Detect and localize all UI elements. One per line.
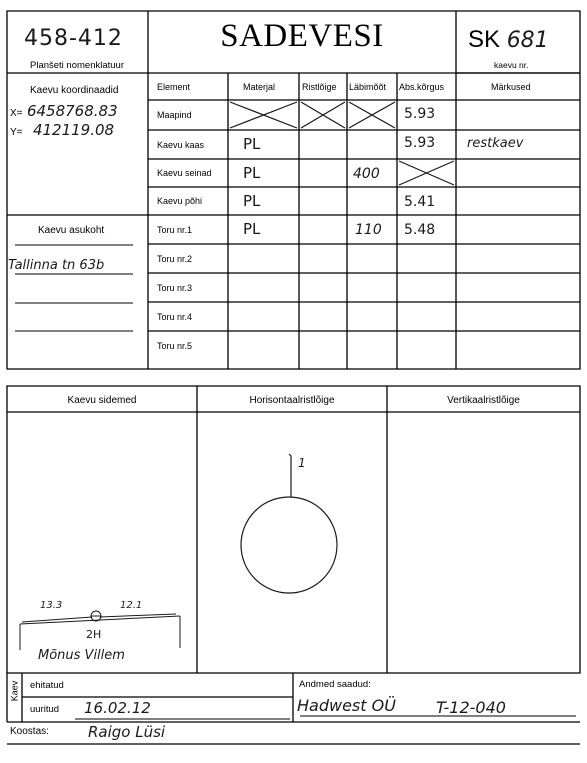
well-circle <box>241 497 337 593</box>
location-title: Kaevu asukoht <box>38 225 105 236</box>
section-ties-title: Kaevu sidemed <box>67 395 137 406</box>
surveyed-label: uuritud <box>30 704 60 715</box>
nomenclature-value: 458-412 <box>24 26 123 51</box>
row-abs-height: 5.41 <box>404 194 436 210</box>
row-diameter: 400 <box>353 166 380 182</box>
side-label-well: Kaev <box>9 680 20 702</box>
coord-x-value: 6458768.83 <box>26 102 118 120</box>
well-number: 681 <box>506 28 549 53</box>
pipe-line <box>289 454 291 497</box>
page-title: SADEVESI <box>220 18 384 54</box>
row-element: Toru nr.4 <box>157 312 193 322</box>
house-number: 2H <box>86 628 102 641</box>
row-material: PL <box>243 135 261 153</box>
data-from-label: Andmed saadud: <box>299 679 371 690</box>
th-element: Element <box>157 82 191 92</box>
coord-x <box>10 102 118 121</box>
compiled-value: Raigo Lüsi <box>88 723 166 741</box>
th-abs-height: Abs.kõrgus <box>399 82 445 92</box>
th-diameter: Läbimõõt <box>349 82 387 92</box>
row-abs-height: 5.93 <box>404 106 436 122</box>
row-notes: restkaev <box>467 136 524 151</box>
well-label: kaevu nr. <box>494 60 529 70</box>
location-value: Tallinna tn 63b <box>8 258 105 273</box>
section-horizontal-title: Horisontaalristlõige <box>249 395 335 406</box>
street-name: Mõnus Villem <box>38 648 125 663</box>
tie-right-distance: 12.1 <box>120 600 143 611</box>
row-element: Kaevu seinad <box>157 168 212 178</box>
coord-y-label: Y= <box>10 127 23 138</box>
tie-left-distance: 13.3 <box>40 600 63 611</box>
well-prefix: SK <box>468 26 501 53</box>
row-material: PL <box>243 192 261 210</box>
th-material: Materjal <box>243 82 276 92</box>
th-notes: Märkused <box>491 82 531 92</box>
row-diameter: 110 <box>355 222 382 238</box>
th-cross-section: Ristlõige <box>302 82 337 92</box>
data-from-value: Hadwest OÜ <box>297 696 396 715</box>
well-number-box <box>468 26 549 54</box>
row-element: Maapind <box>157 110 192 120</box>
row-element: Toru nr.5 <box>157 341 193 351</box>
row-element: Toru nr.2 <box>157 254 193 264</box>
row-material: PL <box>243 164 261 182</box>
row-abs-height: 5.93 <box>404 135 436 151</box>
compiled-label: Koostas: <box>10 726 49 737</box>
section-vertical-title: Vertikaalristlõige <box>447 395 520 406</box>
row-element: Kaevu kaas <box>157 140 205 150</box>
nomenclature-label: Planšeti nomenklatuur <box>30 60 124 71</box>
row-element: Kaevu põhi <box>157 196 203 206</box>
row-element: Toru nr.1 <box>157 225 193 235</box>
coord-y-value: 412119.08 <box>32 121 115 139</box>
coords-title: Kaevu koordinaadid <box>30 85 119 96</box>
row-material: PL <box>243 220 261 238</box>
pipe-label: 1 <box>298 456 306 470</box>
built-label: ehitatud <box>30 680 64 691</box>
coord-y <box>10 121 114 140</box>
row-abs-height: 5.48 <box>404 222 436 238</box>
document-number: T-12-040 <box>436 698 506 717</box>
row-element: Toru nr.3 <box>157 283 193 293</box>
coord-x-label: X= <box>10 108 23 119</box>
surveyed-date: 16.02.12 <box>84 699 151 717</box>
